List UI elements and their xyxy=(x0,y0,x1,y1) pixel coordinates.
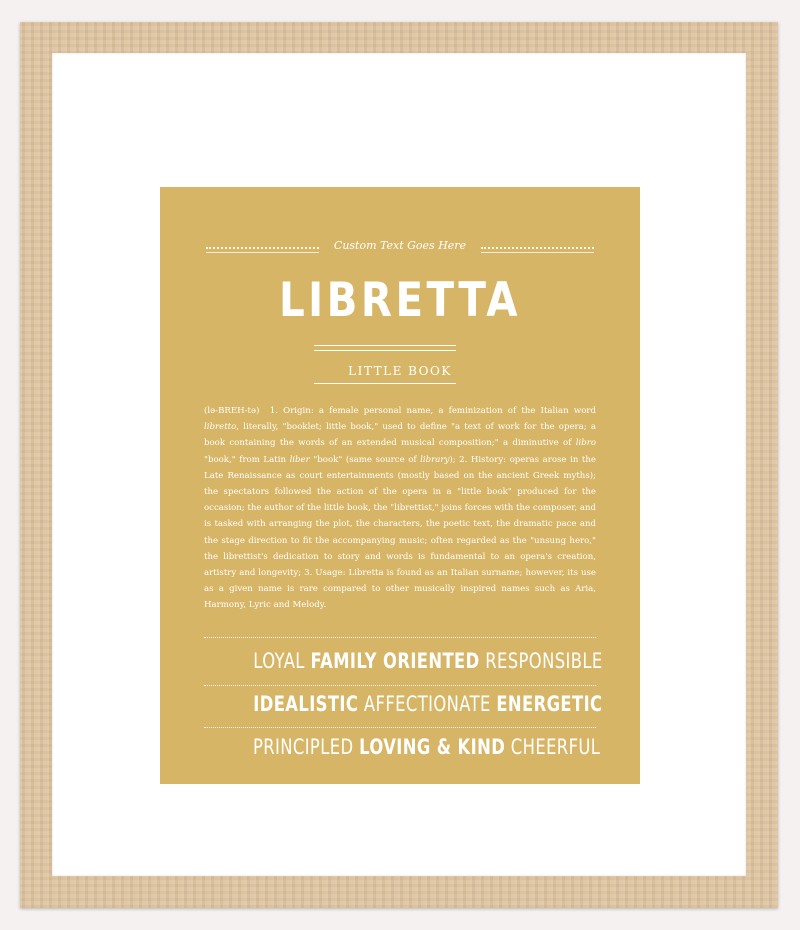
custom-text-row xyxy=(160,239,640,259)
definition-text xyxy=(204,403,596,614)
trait-separator xyxy=(204,685,596,686)
trait-row-2 xyxy=(204,692,603,716)
definition-part: 1. Origin: a female personal name, a feminization of the Italian word xyxy=(269,406,596,416)
definition-part: , literally, "booklet; little book," used to define "a text of work for the opera; a book containing the words of an extended musical composition;" a diminutive of xyxy=(204,422,596,449)
trait: CHEERFUL xyxy=(510,735,601,759)
dotted-rule-right xyxy=(481,247,594,249)
name-print xyxy=(160,187,640,784)
trait-row-1 xyxy=(204,649,603,673)
trait-row-3 xyxy=(204,735,601,759)
trait: IDEALISTIC xyxy=(253,692,359,716)
title-rule-bottom xyxy=(314,350,456,351)
trait-separator xyxy=(204,727,596,728)
meaning-rule xyxy=(314,383,456,384)
picture-frame xyxy=(20,22,778,908)
custom-text: Custom Text Goes Here xyxy=(333,239,467,252)
pronunciation: (lə-BREH-tə) xyxy=(204,406,260,416)
name-title: LIBRETTA xyxy=(278,273,522,328)
title-rule-top xyxy=(314,345,456,346)
trait: LOVING & KIND xyxy=(359,735,506,759)
mat-board xyxy=(52,53,746,876)
definition-part: ); 2. History: operas arose in the Late Renaissance as court entertainments (mostly based on the ancient Greek myths); the spectators followed the action of the opera in a "little book" produced for the occasion; the author of the little book, the "librettist," joins forces with the composer, and is tasked with arranging the plot, the characters, the poetic text, the dramatic pace and the stage direction to fit the accompanying music; often regarded as the "unsung hero," the librettist's dedication to story and words is fundamental to an opera's creation, artistry and longevity; 3. Usage: Libretta is found as an Italian surname; however, its use as a given name is rare compared to other musically inspired names such as Aria, Harmony, Lyric and Melody. xyxy=(204,454,596,611)
name-meaning: LITTLE BOOK xyxy=(348,364,452,378)
solid-rule-right xyxy=(481,252,594,253)
definition-italic-word: libro xyxy=(575,438,596,449)
definition-part: "book," from Latin xyxy=(204,454,290,465)
trait: AFFECTIONATE xyxy=(363,692,491,716)
dotted-rule-left xyxy=(206,247,319,249)
trait: PRINCIPLED xyxy=(252,735,354,759)
trait: ENERGETIC xyxy=(496,692,603,716)
trait: FAMILY ORIENTED xyxy=(310,649,480,673)
solid-rule-left xyxy=(206,252,319,253)
trait-separator xyxy=(204,637,596,638)
trait: LOYAL xyxy=(253,649,305,673)
definition-italic-word: library xyxy=(420,454,450,465)
definition-italic-word: liber xyxy=(289,454,310,465)
definition-italic-word: libretto xyxy=(204,422,237,433)
trait: RESPONSIBLE xyxy=(485,649,603,673)
definition-part: "book" (same source of xyxy=(309,454,421,465)
